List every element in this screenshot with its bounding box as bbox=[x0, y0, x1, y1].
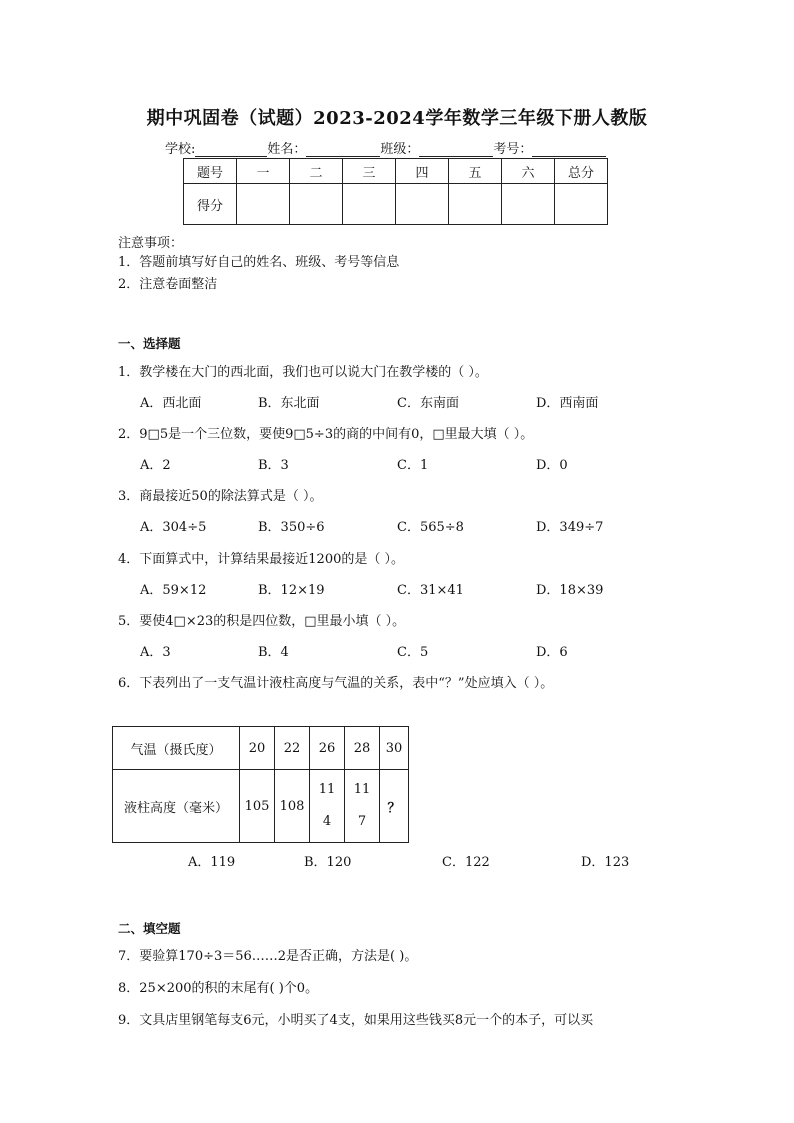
temperature-row bbox=[113, 727, 409, 770]
temperature-cell: 26 bbox=[310, 727, 345, 770]
temperature-cell: 22 bbox=[275, 727, 310, 770]
option-b[interactable]: B．12×19 bbox=[258, 583, 325, 598]
score-cell[interactable] bbox=[502, 184, 555, 225]
question-4: 4．下面算式中，计算结果最接近1200的是（ ）。 bbox=[118, 552, 404, 567]
score-cell[interactable] bbox=[396, 184, 449, 225]
option-a[interactable]: A．304÷5 bbox=[140, 520, 207, 535]
notice-heading: 注意事项： bbox=[118, 236, 184, 251]
height-row bbox=[113, 770, 409, 843]
height-cell-value: 11 7 bbox=[353, 782, 371, 829]
school-label: 学校: bbox=[165, 142, 196, 157]
option-a[interactable]: A．119 bbox=[188, 855, 236, 870]
height-cell: 108 bbox=[275, 770, 310, 843]
class-label: 班级： bbox=[380, 142, 420, 157]
score-table bbox=[183, 158, 608, 225]
section-heading: 二、填空题 bbox=[118, 921, 181, 936]
score-header-cell: 题号 bbox=[184, 159, 237, 184]
option-d[interactable]: D．18×39 bbox=[536, 583, 604, 598]
height-cell bbox=[310, 770, 345, 843]
height-cell bbox=[345, 770, 380, 843]
option-b[interactable]: B．东北面 bbox=[258, 396, 320, 411]
question-1: 1．教学楼在大门的西北面，我们也可以说大门在教学楼的（ ）。 bbox=[118, 365, 488, 380]
score-header-row bbox=[184, 159, 608, 184]
temperature-cell: 20 bbox=[240, 727, 275, 770]
score-header-cell: 六 bbox=[502, 159, 555, 184]
height-cell-unknown: ？ bbox=[380, 770, 409, 843]
score-cell[interactable] bbox=[290, 184, 343, 225]
question-8: 8．25×200的积的末尾有( )个0。 bbox=[118, 981, 319, 996]
question-7: 7．要验算170÷3＝56……2是否正确，方法是( )。 bbox=[118, 949, 418, 964]
score-header-cell: 三 bbox=[343, 159, 396, 184]
school-blank[interactable] bbox=[195, 142, 267, 157]
temperature-cell: 30 bbox=[380, 727, 409, 770]
option-c[interactable]: C．东南面 bbox=[397, 396, 459, 411]
score-header-cell: 四 bbox=[396, 159, 449, 184]
option-b[interactable]: B．120 bbox=[304, 855, 352, 870]
score-cell[interactable] bbox=[343, 184, 396, 225]
option-a[interactable]: A．3 bbox=[140, 645, 171, 660]
question-9: 9．文具店里钢笔每支6元，小明买了4支，如果用这些钱买8元一个的本子，可以买 bbox=[118, 1013, 594, 1028]
student-info-line bbox=[165, 138, 606, 157]
option-c[interactable]: C．1 bbox=[397, 458, 429, 473]
option-c[interactable]: C．5 bbox=[397, 645, 429, 660]
option-c[interactable]: C．31×41 bbox=[397, 583, 464, 598]
temperature-table bbox=[112, 726, 409, 843]
class-blank[interactable] bbox=[419, 142, 493, 157]
option-a[interactable]: A．2 bbox=[140, 458, 171, 473]
option-d[interactable]: D．西南面 bbox=[536, 396, 599, 411]
temperature-label: 气温（摄氏度） bbox=[113, 727, 240, 770]
option-c[interactable]: C．122 bbox=[442, 855, 490, 870]
notice-item: 1．答题前填写好自己的姓名、班级、考号等信息 bbox=[118, 255, 400, 270]
score-cell[interactable] bbox=[555, 184, 608, 225]
option-d[interactable]: D．0 bbox=[536, 458, 568, 473]
option-c[interactable]: C．565÷8 bbox=[397, 520, 464, 535]
section-heading: 一、选择题 bbox=[118, 336, 181, 351]
option-d[interactable]: D．349÷7 bbox=[536, 520, 604, 535]
option-b[interactable]: B．3 bbox=[258, 458, 289, 473]
height-cell-value: 11 4 bbox=[318, 782, 336, 829]
option-b[interactable]: B．350÷6 bbox=[258, 520, 325, 535]
question-3: 3．商最接近50的除法算式是（ ）。 bbox=[118, 489, 323, 504]
height-label: 液柱高度（毫米） bbox=[113, 770, 240, 843]
score-cell[interactable] bbox=[237, 184, 290, 225]
exam-no-blank[interactable] bbox=[532, 142, 606, 157]
temperature-cell: 28 bbox=[345, 727, 380, 770]
exam-no-label: 考号： bbox=[493, 142, 533, 157]
name-blank[interactable] bbox=[306, 142, 380, 157]
question-6: 6．下表列出了一支气温计液柱高度与气温的关系，表中“？”处应填入（ ）。 bbox=[118, 676, 554, 691]
score-header-cell: 总分 bbox=[555, 159, 608, 184]
question-5: 5．要使4□×23的积是四位数，□里最小填（ ）。 bbox=[118, 614, 406, 629]
notice-item: 2．注意卷面整洁 bbox=[118, 277, 218, 292]
score-header-cell: 二 bbox=[290, 159, 343, 184]
question-2: 2．9□5是一个三位数，要使9□5÷3的商的中间有0，□里最大填（ ）。 bbox=[118, 427, 534, 442]
option-b[interactable]: B．4 bbox=[258, 645, 289, 660]
score-header-cell: 五 bbox=[449, 159, 502, 184]
option-d[interactable]: D．123 bbox=[581, 855, 630, 870]
name-label: 姓名： bbox=[267, 142, 307, 157]
option-a[interactable]: A．59×12 bbox=[140, 583, 207, 598]
option-d[interactable]: D．6 bbox=[536, 645, 568, 660]
height-cell: 105 bbox=[240, 770, 275, 843]
score-cell[interactable] bbox=[449, 184, 502, 225]
score-header-cell: 一 bbox=[237, 159, 290, 184]
option-a[interactable]: A．西北面 bbox=[140, 396, 202, 411]
score-row-label: 得分 bbox=[184, 184, 237, 225]
page-title: 期中巩固卷（试题）2023-2024学年数学三年级下册人教版 bbox=[146, 108, 648, 129]
score-row bbox=[184, 184, 608, 225]
